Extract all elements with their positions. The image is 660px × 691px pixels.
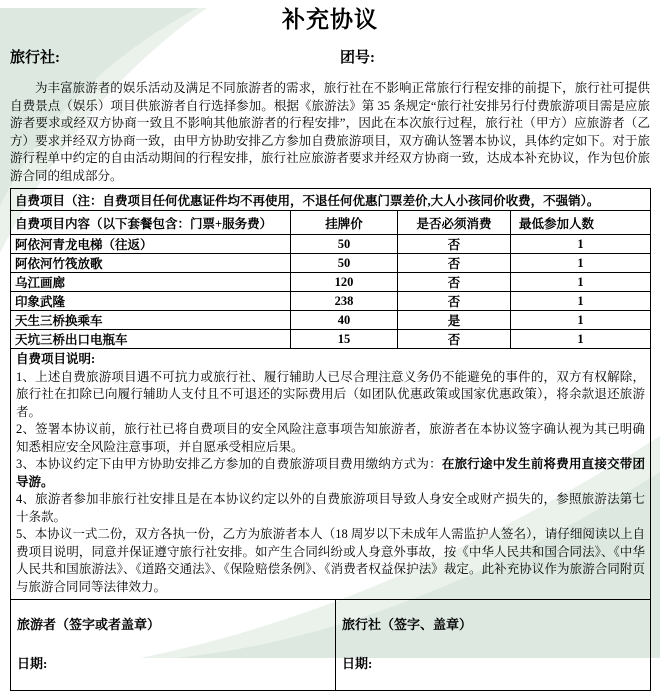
fee-item-required: 否 <box>398 292 511 311</box>
signature-table <box>10 599 651 691</box>
agency-label: 旅行社: <box>10 50 60 66</box>
fee-item-price: 238 <box>291 292 398 311</box>
fee-item-price: 50 <box>291 254 398 273</box>
notes-item-2: 2、签署本协议前，旅行社已将自费项目的安全风险注意事项告知旅游者，旅游者在本协议签字确认视为其已明确知悉相应安全风险注意事项，并自愿承受相应后果。 <box>16 422 646 454</box>
notes-heading: 自费项目说明: <box>16 352 96 366</box>
table-row <box>11 254 651 273</box>
fee-item-min: 1 <box>511 254 651 273</box>
notes-item-3-text: 3、本协议约定下由甲方协助安排乙方参加的自费旅游项目费用缴纳方式为： <box>16 457 442 471</box>
table-note: 自费项目（注：自费项目任何优惠证件均不再使用，不退任何优惠门票差价,大人小孩同价收费，不强销）。 <box>11 189 651 211</box>
fee-item-price: 15 <box>291 330 398 349</box>
fee-item-name: 乌江画廊 <box>11 273 291 292</box>
fee-item-required: 是 <box>398 311 511 330</box>
notes-item-4: 4、旅游者参加非旅行社安排且是在本协议约定以外的自费旅游项目导致人身安全或财产损失的，参照旅游法第七十条款。 <box>16 492 646 524</box>
traveler-signature-label: 旅游者（签字或者盖章） <box>17 617 161 632</box>
table-row <box>11 292 651 311</box>
notes-cell <box>11 349 651 600</box>
fee-item-required: 否 <box>398 330 511 349</box>
fee-item-name: 阿依河青龙电梯（往返） <box>11 235 291 254</box>
header-item: 自费项目内容（以下套餐包含：门票+服务费） <box>11 211 291 235</box>
header-required: 是否必须消费 <box>398 211 511 235</box>
fee-item-name: 天生三桥换乘车 <box>11 311 291 330</box>
notes-item-3 <box>16 456 645 491</box>
table-header-row <box>11 211 651 235</box>
notes-item-3-bold-phrase: 在旅行途中发生前将费用直接交带团导游。 <box>16 457 645 489</box>
notes-item-1: 1、上述自费旅游项目遇不可抗力或旅行社、履行辅助人已尽合理注意义务仍不能避免的事件的，双方有权解除，旅行社在扣除已向履行辅助人支付且不可退还的实际费用后（如团队优惠政策或国家优惠政策），将余款退还旅游者。 <box>16 369 646 419</box>
agency-signature-label: 旅行社（签字、盖章） <box>342 617 473 632</box>
fee-item-min: 1 <box>511 311 651 330</box>
notes-row <box>11 349 651 600</box>
fee-item-min: 1 <box>511 273 651 292</box>
page-title: 补充协议 <box>282 7 378 32</box>
fee-item-price: 50 <box>291 235 398 254</box>
fee-item-required: 否 <box>398 254 511 273</box>
fee-item-min: 1 <box>511 330 651 349</box>
header-price: 挂牌价 <box>291 211 398 235</box>
intro-paragraph: 为丰富旅游者的娱乐活动及满足不同旅游者的需求，旅行社在不影响正常旅行行程安排的前提下，旅行社可提供自费景点（娱乐）项目供旅游者自行选择参加。根据《旅游法》第 35 条规定“旅行社安排另行付费旅游项目需是应旅游者要求或经双方协商一致且不影响其他旅游者的行程安排”，因此在本次旅行过程，旅行社（甲方）应旅游者（乙方）要求并经双方协商一致，由甲方协助安排乙方参加自费旅游项目，双方确认签署本协议，具体约定如下。对于旅游行程单中约定的自由活动期间的行程安排，旅行社应旅游者要求并经双方协商一致，达成本补充协议，作为包价旅游合同的组成部分。 <box>10 81 650 183</box>
fee-item-name: 印象武隆 <box>11 292 291 311</box>
header-min-people: 最低参加人数 <box>511 211 651 235</box>
fee-item-price: 40 <box>291 311 398 330</box>
fee-item-name: 阿依河竹筏放歌 <box>11 254 291 273</box>
table-row <box>11 273 651 292</box>
table-note-row <box>11 189 651 211</box>
party-row <box>10 46 650 66</box>
table-row <box>11 330 651 349</box>
group-number-label: 团号: <box>340 50 375 66</box>
traveler-date-label: 日期: <box>17 656 48 671</box>
agency-date-label: 日期: <box>342 656 373 671</box>
fee-item-required: 否 <box>398 273 511 292</box>
traveler-signature-cell <box>11 600 336 691</box>
signature-row <box>11 600 651 691</box>
fee-item-name: 天坑三桥出口电瓶车 <box>11 330 291 349</box>
agency-signature-cell <box>336 600 651 691</box>
notes-item-5: 5、本协议一式二份，双方各执一份，乙方为旅游者本人（18 周岁以下未成年人需监护人签名），请仔细阅读以上自费项目说明，同意并保证遵守旅行社安排。如产生合同纠纷或人身意外事故，按《中华人民共和国合同法》、《中华人民共和国旅游法》、《道路交通法》、《保险赔偿条例》、《消费者权益保护法》裁定。此补充协议作为旅游合同附页与旅游合同同等法律效力。 <box>16 527 646 594</box>
table-row <box>11 311 651 330</box>
table-row <box>11 235 651 254</box>
supplementary-agreement-document <box>0 7 660 671</box>
fee-item-required: 否 <box>398 235 511 254</box>
fee-item-min: 1 <box>511 235 651 254</box>
fee-item-min: 1 <box>511 292 651 311</box>
fee-items-table <box>10 188 651 600</box>
document-page <box>0 8 660 691</box>
fee-item-price: 120 <box>291 273 398 292</box>
